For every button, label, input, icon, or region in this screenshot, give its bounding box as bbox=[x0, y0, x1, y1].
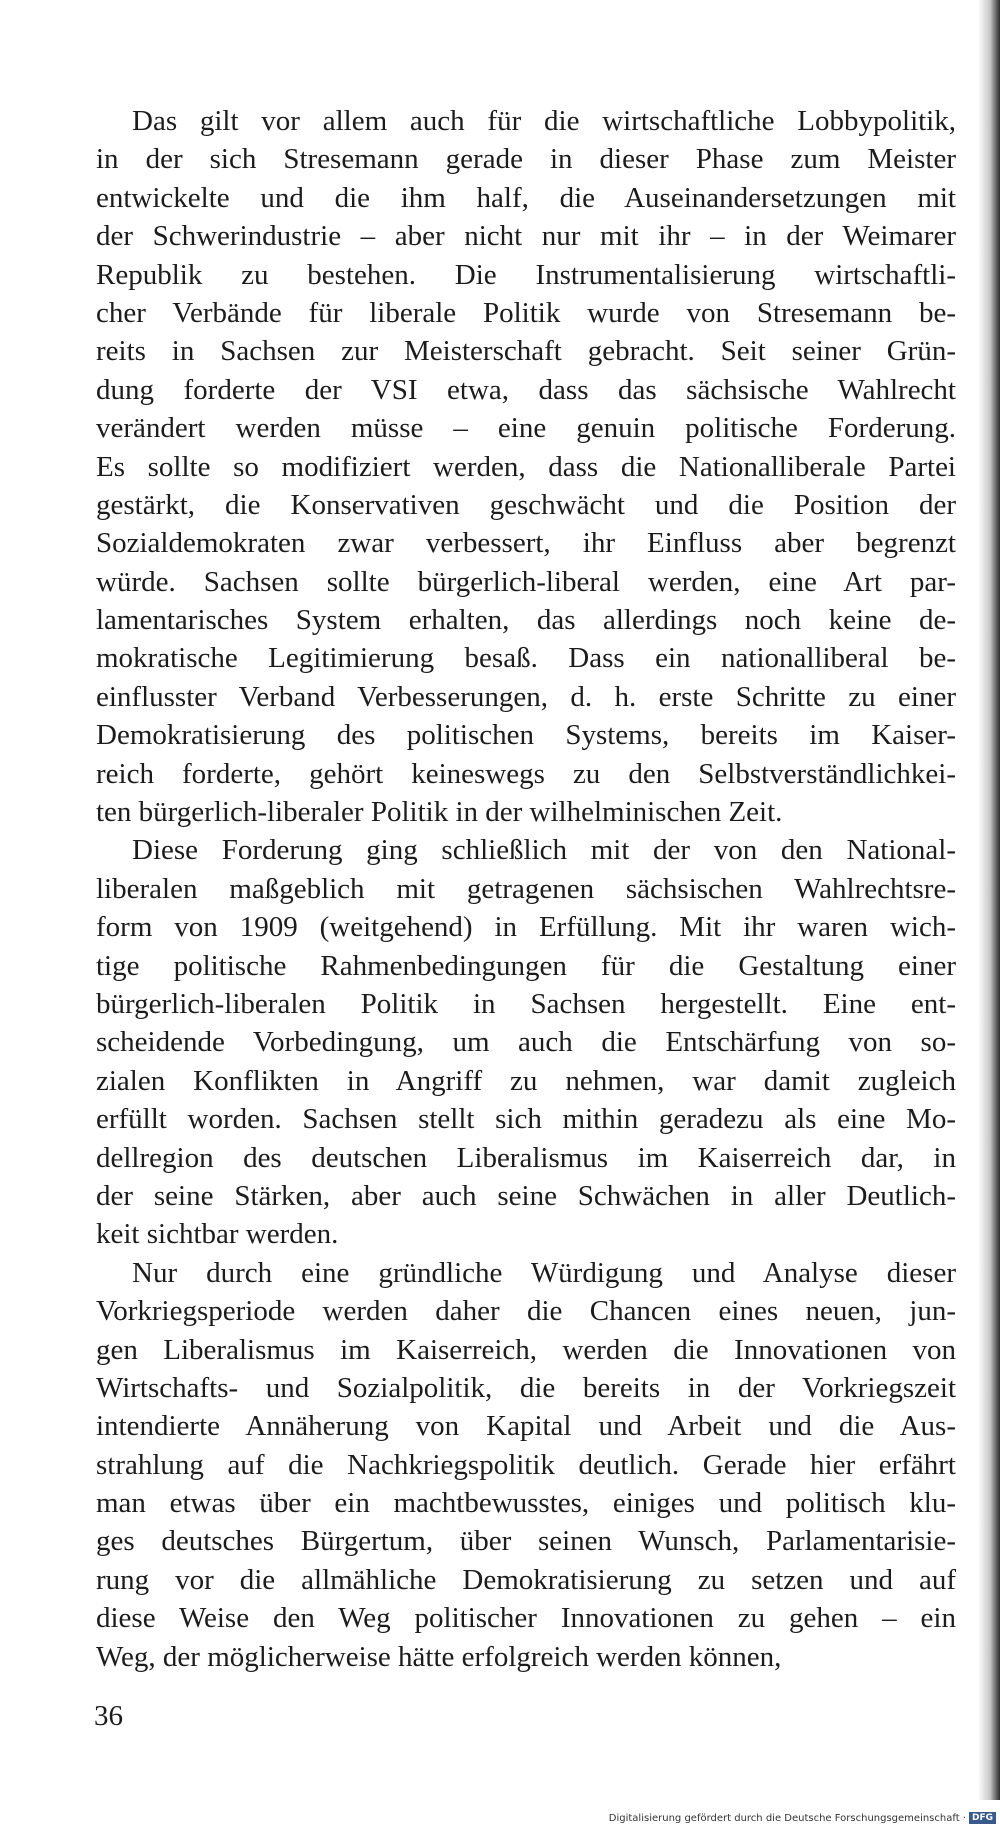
text-line: liberalen maßgeblich mit getragenen sächsischen Wahlrechtsre- bbox=[96, 872, 956, 905]
text-line: Nur durch eine gründliche Würdigung und Analyse dieser bbox=[132, 1256, 956, 1289]
text-line: gen Liberalismus im Kaiserreich, werden die Innovationen von bbox=[96, 1333, 956, 1366]
text-line: entwickelte und die ihm half, die Auseinandersetzungen mit bbox=[96, 181, 956, 214]
paragraph bbox=[96, 102, 956, 831]
text-line: man etwas über ein machtbewusstes, einiges und politisch klu- bbox=[96, 1487, 956, 1520]
text-line: keit sichtbar werden. bbox=[96, 1218, 339, 1251]
body-text bbox=[96, 102, 956, 1676]
text-line: ges deutsches Bürgertum, über seinen Wunsch, Parlamentarisie- bbox=[96, 1525, 956, 1558]
text-line: reits in Sachsen zur Meisterschaft gebracht. Seit seiner Grün- bbox=[96, 335, 956, 368]
dfg-logo: DFG bbox=[969, 1812, 996, 1824]
text-line: bürgerlich-liberalen Politik in Sachsen hergestellt. Eine ent- bbox=[96, 987, 956, 1020]
text-line: in der sich Stresemann gerade in dieser Phase zum Meister bbox=[96, 143, 956, 176]
text-line: Demokratisierung des politischen Systems, bereits im Kaiser- bbox=[96, 719, 956, 752]
text-line: mokratische Legitimierung besaß. Dass ein nationalliberal be- bbox=[96, 642, 956, 675]
text-line: der seine Stärken, aber auch seine Schwächen in aller Deutlich- bbox=[96, 1179, 956, 1212]
text-line: diese Weise den Weg politischer Innovationen zu gehen – ein bbox=[96, 1602, 956, 1635]
text-line: ten bürgerlich-liberaler Politik in der wilhelminischen Zeit. bbox=[96, 796, 783, 829]
text-line: strahlung auf die Nachkriegspolitik deutlich. Gerade hier erfährt bbox=[96, 1448, 956, 1481]
text-line: verändert werden müsse – eine genuin politische Forderung. bbox=[96, 412, 956, 445]
text-line: der Schwerindustrie – aber nicht nur mit ihr – in der Weimarer bbox=[96, 220, 956, 253]
text-line: Das gilt vor allem auch für die wirtschaftliche Lobbypolitik, bbox=[132, 105, 956, 137]
text-line: Es sollte so modifiziert werden, dass die Nationalliberale Partei bbox=[96, 450, 956, 483]
text-line: lamentarisches System erhalten, das allerdings noch keine de- bbox=[96, 604, 956, 637]
text-line: intendierte Annäherung von Kapital und Arbeit und die Aus- bbox=[96, 1410, 956, 1443]
text-line: Wirtschafts- und Sozialpolitik, die bereits in der Vorkriegszeit bbox=[96, 1371, 956, 1404]
paragraph bbox=[96, 1254, 956, 1676]
text-line: einflusster Verband Verbesserungen, d. h. erste Schritte zu einer bbox=[96, 680, 956, 713]
text-line: dung forderte der VSI etwa, dass das sächsische Wahlrecht bbox=[96, 373, 956, 406]
text-line: scheidende Vorbedingung, um auch die Entschärfung von so- bbox=[96, 1026, 956, 1059]
text-line: zialen Konflikten in Angriff zu nehmen, war damit zugleich bbox=[96, 1064, 956, 1097]
page-edge-shadow bbox=[978, 0, 1000, 1800]
digitization-credit bbox=[609, 1812, 996, 1824]
text-line: Republik zu bestehen. Die Instrumentalisierung wirtschaftli- bbox=[96, 258, 956, 291]
text-line: Weg, der möglicherweise hätte erfolgreich werden können, bbox=[96, 1640, 782, 1673]
text-line: cher Verbände für liberale Politik wurde von Stresemann be- bbox=[96, 296, 956, 329]
page-number: 36 bbox=[94, 1700, 123, 1732]
text-line: Vorkriegsperiode werden daher die Chancen eines neuen, jun- bbox=[96, 1295, 956, 1328]
text-line: würde. Sachsen sollte bürgerlich-liberal werden, eine Art par- bbox=[96, 565, 956, 598]
text-line: gestärkt, die Konservativen geschwächt und die Position der bbox=[96, 488, 956, 521]
text-line: reich forderte, gehört keineswegs zu den Selbstverständlichkei- bbox=[96, 757, 956, 790]
text-line: rung vor die allmähliche Demokratisierung zu setzen und auf bbox=[96, 1563, 956, 1596]
credit-text: Digitalisierung gefördert durch die Deutsche Forschungsgemeinschaft · bbox=[608, 1813, 966, 1824]
text-line: tige politische Rahmenbedingungen für die Gestaltung einer bbox=[96, 949, 956, 982]
paragraph bbox=[96, 831, 956, 1253]
text-line: form von 1909 (weitgehend) in Erfüllung. Mit ihr waren wich- bbox=[96, 911, 956, 944]
text-line: erfüllt worden. Sachsen stellt sich mithin geradezu als eine Mo- bbox=[96, 1103, 956, 1136]
text-line: Diese Forderung ging schließlich mit der von den National- bbox=[132, 834, 956, 867]
text-line: dellregion des deutschen Liberalismus im Kaiserreich dar, in bbox=[96, 1141, 956, 1174]
text-line: Sozialdemokraten zwar verbessert, ihr Einfluss aber begrenzt bbox=[96, 527, 956, 560]
